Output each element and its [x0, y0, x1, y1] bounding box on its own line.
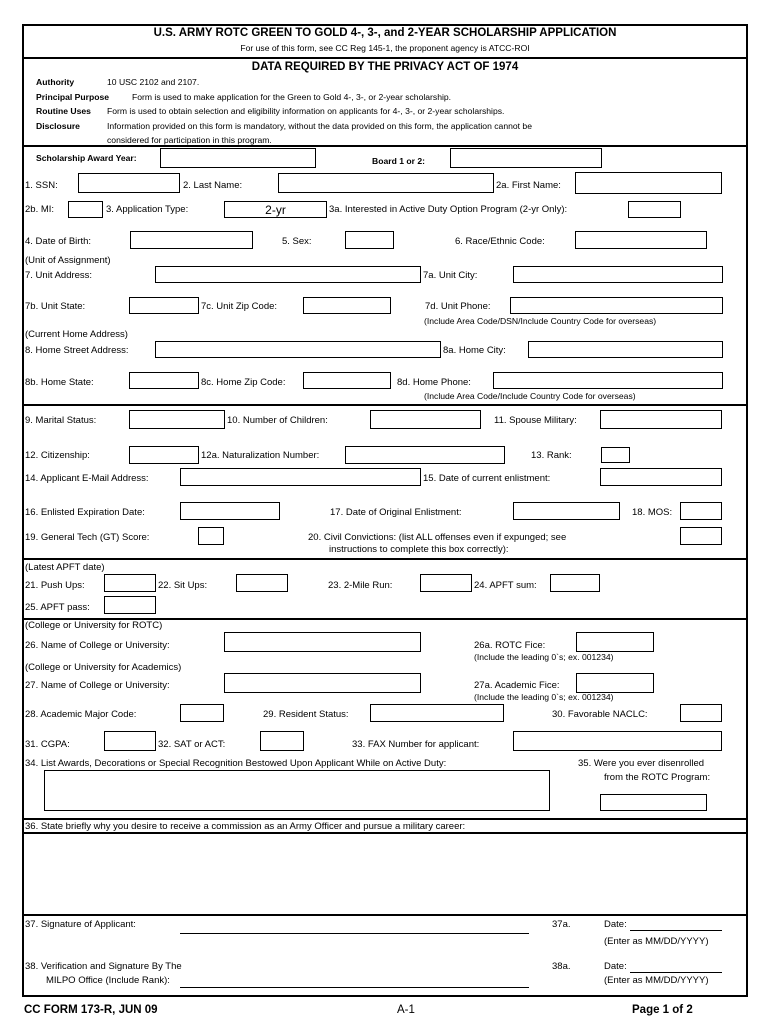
apft-section-label: (Latest APFT date)	[25, 562, 105, 573]
sex-field[interactable]	[345, 231, 394, 249]
board-field[interactable]	[450, 148, 602, 168]
gt-score-field[interactable]	[198, 527, 224, 545]
cgpa-field[interactable]	[104, 731, 156, 751]
award-year-label: Scholarship Award Year:	[36, 153, 137, 163]
home-state-field[interactable]	[129, 372, 199, 389]
unit-address-field[interactable]	[155, 266, 421, 283]
cgpa-label: 31. CGPA:	[25, 739, 70, 750]
rotc-fice-note: (Include the leading 0`s; ex. 001234)	[474, 652, 614, 662]
push-ups-field[interactable]	[104, 574, 156, 592]
app-type-label: 3. Application Type:	[106, 204, 189, 215]
verification-date-label: Date:	[604, 961, 627, 972]
commission-label: 36. State briefly why you desire to receive a commission as an Army Officer and pursue a military career:	[25, 821, 466, 832]
form-id: CC FORM 173-R, JUN 09	[24, 1004, 158, 1016]
convictions-label: 20. Civil Convictions: (list ALL offenses even if expunged; see	[308, 532, 567, 543]
unit-section-label: (Unit of Assignment)	[25, 255, 111, 266]
expiration-field[interactable]	[180, 502, 280, 520]
signature-label: 37. Signature of Applicant:	[25, 919, 136, 930]
uses-label: Routine Uses	[36, 106, 91, 116]
sit-ups-label: 22. Sit Ups:	[158, 580, 208, 591]
verification-date-line[interactable]	[630, 972, 722, 973]
last-name-field[interactable]	[278, 173, 494, 193]
authority-label: Authority	[36, 77, 75, 87]
footer-center: A-1	[397, 1004, 415, 1016]
spouse-field[interactable]	[600, 410, 722, 429]
run-field[interactable]	[420, 574, 472, 592]
race-field[interactable]	[575, 231, 707, 249]
disclosure-text: Information provided on this form is mandatory, without the data provided on this form, the application cannot be	[107, 121, 532, 131]
dob-field[interactable]	[130, 231, 253, 249]
sat-label: 32. SAT or ACT:	[158, 739, 226, 750]
unit-address-label: 7. Unit Address:	[25, 270, 93, 281]
original-enlistment-label: 17. Date of Original Enlistment:	[330, 507, 462, 518]
home-phone-note: (Include Area Code/Include Country Code for overseas)	[424, 391, 636, 401]
citizenship-field[interactable]	[129, 446, 199, 464]
sat-field[interactable]	[260, 731, 304, 751]
home-zip-label: 8c. Home Zip Code:	[201, 377, 286, 388]
home-city-label: 8a. Home City:	[443, 345, 506, 356]
unit-city-field[interactable]	[513, 266, 723, 283]
email-label: 14. Applicant E-Mail Address:	[25, 473, 149, 484]
verification-number: 38a.	[552, 961, 571, 972]
acad-fice-label: 27a. Academic Fice:	[474, 680, 560, 691]
convictions-label-2: instructions to complete this box correctly):	[329, 544, 509, 555]
disclosure-text-2: considered for participation in this program.	[107, 135, 272, 145]
board-label: Board 1 or 2:	[372, 156, 426, 166]
fax-label: 33. FAX Number for applicant:	[352, 739, 480, 750]
acad-college-label: 27. Name of College or University:	[25, 680, 170, 691]
rotc-college-field[interactable]	[224, 632, 421, 652]
mi-field[interactable]	[68, 201, 103, 218]
apft-sum-field[interactable]	[550, 574, 600, 592]
purpose-text: Form is used to make application for the Green to Gold 4-, 3-, or 2-year scholarship.	[132, 92, 452, 102]
apft-sum-label: 24. APFT sum:	[474, 580, 537, 591]
verification-label-2: MILPO Office (Include Rank):	[46, 975, 170, 986]
mi-label: 2b. MI:	[25, 204, 55, 215]
enlistment-date-label: 15. Date of current enlistment:	[423, 473, 551, 484]
disenrolled-label: 35. Were you ever disenrolled	[578, 758, 705, 769]
awards-label: 34. List Awards, Decorations or Special Recognition Bestowed Upon Applicant While on Active Duty:	[25, 758, 447, 769]
major-field[interactable]	[180, 704, 224, 722]
unit-city-label: 7a. Unit City:	[423, 270, 478, 281]
uses-text: Form is used to obtain selection and eligibility information on applicants for 4-, 3-, or 2-year scholarships.	[107, 106, 505, 116]
fax-field[interactable]	[513, 731, 722, 751]
commission-field[interactable]	[24, 834, 746, 913]
apft-pass-field[interactable]	[104, 596, 156, 614]
dob-label: 4. Date of Birth:	[25, 236, 92, 247]
ssn-field[interactable]	[78, 173, 180, 193]
original-enlistment-field[interactable]	[513, 502, 620, 520]
email-field[interactable]	[180, 468, 421, 486]
signature-date-label: Date:	[604, 919, 627, 930]
home-street-field[interactable]	[155, 341, 441, 358]
unit-phone-note: (Include Area Code/DSN/Include Country Code for overseas)	[424, 316, 657, 326]
acad-section-label: (College or University for Academics)	[25, 662, 182, 673]
children-field[interactable]	[370, 410, 481, 429]
rotc-fice-field[interactable]	[576, 632, 654, 652]
divider	[22, 145, 748, 147]
acad-fice-field[interactable]	[576, 673, 654, 693]
unit-phone-label: 7d. Unit Phone:	[425, 301, 491, 312]
home-state-label: 8b. Home State:	[25, 377, 94, 388]
naclc-field[interactable]	[680, 704, 722, 722]
home-city-field[interactable]	[528, 341, 723, 358]
rank-field[interactable]	[601, 447, 630, 463]
unit-state-label: 7b. Unit State:	[25, 301, 86, 312]
purpose-label: Principal Purpose	[36, 92, 110, 102]
last-name-label: 2. Last Name:	[183, 180, 243, 191]
naturalization-label: 12a. Naturalization Number:	[201, 450, 320, 461]
resident-field[interactable]	[370, 704, 504, 722]
verification-line[interactable]	[180, 987, 529, 988]
gt-score-label: 19. General Tech (GT) Score:	[25, 532, 150, 543]
marital-field[interactable]	[129, 410, 225, 429]
acad-fice-note: (Include the leading 0`s; ex. 001234)	[474, 692, 614, 702]
home-phone-label: 8d. Home Phone:	[397, 377, 471, 388]
active-duty-label: 3a. Interested in Active Duty Option Program (2-yr Only):	[329, 204, 568, 215]
citizenship-label: 12. Citizenship:	[25, 450, 90, 461]
disclosure-label: Disclosure	[36, 121, 80, 131]
active-duty-field[interactable]	[628, 201, 681, 218]
form-title: U.S. ARMY ROTC GREEN TO GOLD 4-, 3-, and 2-YEAR SCHOLARSHIP APPLICATION	[153, 27, 617, 39]
unit-state-field[interactable]	[129, 297, 199, 314]
sex-label: 5. Sex:	[282, 236, 312, 247]
sit-ups-field[interactable]	[236, 574, 288, 592]
divider	[22, 558, 748, 560]
apft-pass-label: 25. APFT pass:	[25, 602, 90, 613]
verification-label: 38. Verification and Signature By The	[25, 961, 182, 972]
page-number: Page 1 of 2	[632, 1004, 693, 1016]
acad-college-field[interactable]	[224, 673, 421, 693]
spouse-label: 11. Spouse Military:	[494, 415, 577, 426]
home-section-label: (Current Home Address)	[25, 329, 128, 340]
race-label: 6. Race/Ethnic Code:	[455, 236, 545, 247]
enlistment-date-field[interactable]	[600, 468, 722, 486]
mos-field[interactable]	[680, 502, 722, 520]
disenrolled-label-2: from the ROTC Program:	[604, 772, 711, 783]
mos-label: 18. MOS:	[632, 507, 673, 518]
home-zip-field[interactable]	[303, 372, 391, 389]
major-label: 28. Academic Major Code:	[25, 709, 137, 720]
award-year-field[interactable]	[160, 148, 316, 168]
rotc-college-label: 26. Name of College or University:	[25, 640, 170, 651]
rotc-fice-label: 26a. ROTC Fice:	[474, 640, 546, 651]
unit-zip-label: 7c. Unit Zip Code:	[201, 301, 278, 312]
signature-number: 37a.	[552, 919, 571, 930]
divider	[22, 914, 748, 916]
privacy-title: DATA REQUIRED BY THE PRIVACY ACT OF 1974	[251, 61, 519, 73]
naclc-label: 30. Favorable NACLC:	[552, 709, 648, 720]
home-phone-field[interactable]	[493, 372, 723, 389]
form-subtitle: For use of this form, see CC Reg 145-1, the proponent agency is ATCC-ROI	[240, 43, 530, 53]
run-label: 23. 2-Mile Run:	[328, 580, 393, 591]
ssn-label: 1. SSN:	[25, 180, 58, 191]
marital-label: 9. Marital Status:	[25, 415, 97, 426]
divider	[22, 57, 748, 59]
resident-label: 29. Resident Status:	[263, 709, 349, 720]
children-label: 10. Number of Children:	[227, 415, 328, 426]
rank-label: 13. Rank:	[531, 450, 572, 461]
first-name-field[interactable]	[575, 172, 722, 194]
signature-date-line[interactable]	[630, 930, 722, 931]
expiration-label: 16. Enlisted Expiration Date:	[25, 507, 145, 518]
divider	[22, 404, 748, 406]
home-street-label: 8. Home Street Address:	[25, 345, 129, 356]
unit-phone-field[interactable]	[510, 297, 723, 314]
disenrolled-field[interactable]	[600, 794, 707, 811]
divider	[22, 818, 748, 820]
verification-date-note: (Enter as MM/DD/YYYY)	[604, 975, 709, 986]
first-name-label: 2a. First Name:	[496, 180, 561, 191]
naturalization-field[interactable]	[345, 446, 505, 464]
push-ups-label: 21. Push Ups:	[25, 580, 85, 591]
authority-text: 10 USC 2102 and 2107.	[107, 77, 200, 87]
awards-field[interactable]	[44, 770, 550, 811]
unit-zip-field[interactable]	[303, 297, 391, 314]
signature-date-note: (Enter as MM/DD/YYYY)	[604, 936, 709, 947]
rotc-section-label: (College or University for ROTC)	[25, 620, 163, 631]
signature-line[interactable]	[180, 933, 529, 934]
app-type-field[interactable]: 2-yr	[224, 201, 327, 218]
convictions-field[interactable]	[680, 527, 722, 545]
